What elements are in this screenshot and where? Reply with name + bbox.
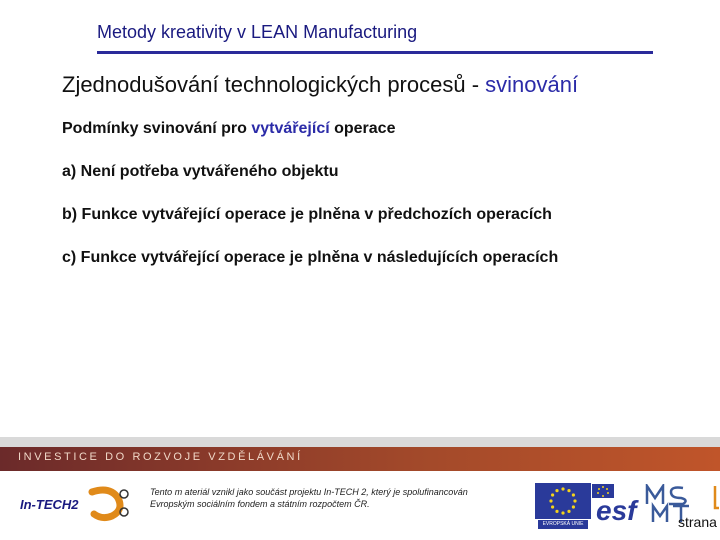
funding-note: Tento m ateriál vznikl jako součást projektu In-TECH 2, který je spolufinancován Evropským sociálním fondem a státním rozpočtem ČR. <box>150 487 468 509</box>
intech2-logo-text: In-TECH2 <box>20 497 79 512</box>
slide-title-main: Zjednodušování technologických procesů - <box>62 72 486 97</box>
slide-title <box>62 72 578 98</box>
eu-flag-icon <box>535 483 591 519</box>
list-item-b: b) Funkce vytvářející operace je plněna v předchozích operacích <box>62 206 552 223</box>
header-title: Metody kreativity v LEAN Manufacturing <box>97 22 418 42</box>
list-item-c: c) Funkce vytvářející operace je plněna v následujících operacích <box>62 249 559 266</box>
esf-logo <box>592 484 640 524</box>
eu-caption: EVROPSKÁ UNIE <box>538 520 588 529</box>
condition-accent: vytvářející <box>251 120 330 137</box>
condition-heading <box>62 120 395 138</box>
svg-text:esf: esf <box>596 495 637 524</box>
footer-banner-text: INVESTICE DO ROZVOJE VZDĚLÁVÁNÍ <box>18 451 303 463</box>
header-divider <box>97 51 653 54</box>
list-item-a: a) Není potřeba vytvářeného objektu <box>62 163 339 180</box>
slide-title-accent: svinování <box>485 72 579 97</box>
condition-suffix: operace <box>329 120 396 137</box>
page-label: strana <box>678 514 717 530</box>
condition-prefix: Podmínky svinování pro <box>62 120 252 137</box>
